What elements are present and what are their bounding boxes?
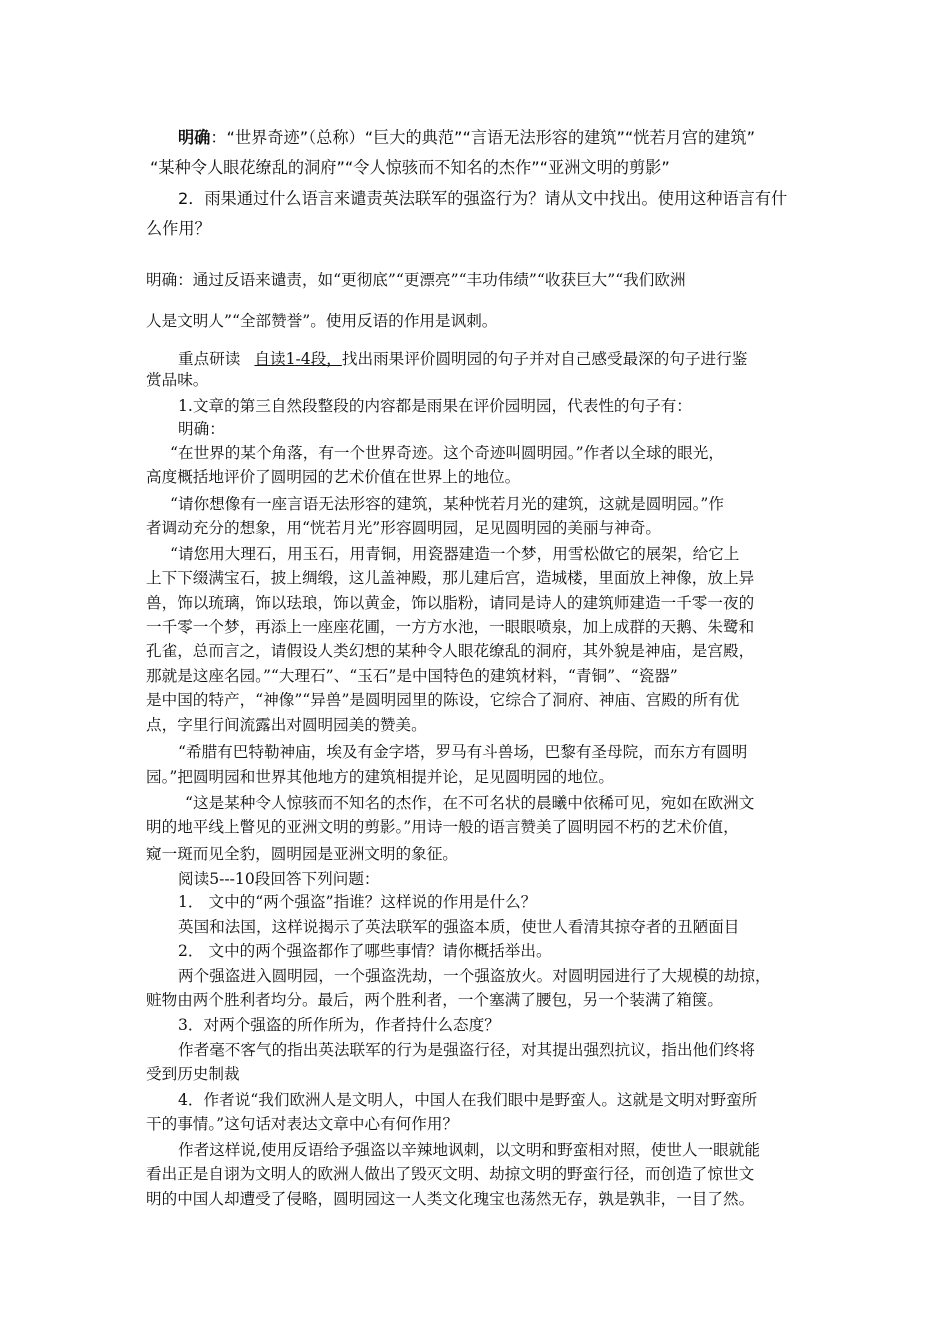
answer-line-2: 人是文明人”“全部赞誉”。使用反语的作用是讽刺。 [146,312,498,330]
body-line: 是中国的特产，“神像”“异兽”是圆明园里的陈设，它综合了洞府、神庙、宫殿的所有优 [146,691,740,709]
body-line: 1.文章的第三自然段整段的内容都是雨果在评价园明园，代表性的句子有： [178,397,692,415]
body-line: 点，字里行间流露出对圆明园美的赞美。 [146,716,427,734]
body-line: 干的事情。”这句话对表达文章中心有何作用？ [146,1115,459,1133]
body-line: “在世界的某个角落，有一个世界奇迹。这个奇迹叫圆明园。”作者以全球的眼光， [170,444,724,462]
body-line: “请你想像有一座言语无法形容的建筑，某种恍若月光的建筑，这就是圆明园。”作 [170,495,724,513]
body-line: 英国和法国，这样说揭示了英法联军的强盗本质，使世人看清其掠夺者的丑陋面目 [178,918,740,936]
body-line: 作者这样说,使用反语给予强盗以辛辣地讽刺，以文明和野蛮相对照，使世人一眼就能 [178,1141,760,1159]
body-line: 1． 文中的“两个强盗”指谁？这样说的作用是什么？ [178,893,537,911]
body-line: 4．作者说“我们欧洲人是文明人，中国人在我们眼中是野蛮人。这就是文明对野蛮所 [178,1091,758,1109]
body-line: “希腊有巴特勒神庙，埃及有金字塔，罗马有斗兽场，巴黎有圣母院，而东方有圆明 [178,743,748,761]
body-line: 园。”把圆明园和世界其他地方的建筑相提并论，足见圆明园的地位。 [146,768,614,786]
question-2-line-1: 2．雨果通过什么语言来谴责英法联军的强盗行为？请从文中找出。使用这种语言有什 [178,189,788,208]
mingque-line [178,128,755,148]
mingque-text: ：“世界奇迹”（总称）“巨大的典范”“言语无法形容的建筑”“恍若月宫的建筑” [210,128,755,147]
mingque-line-2: “某种令人眼花缭乱的洞府”“令人惊骇而不知名的杰作”“亚洲文明的剪影” [150,158,670,177]
body-line: 兽，饰以琉璃，饰以珐琅，饰以黄金，饰以脂粉，请同是诗人的建筑师建造一千零一夜的 [146,594,755,612]
body-line: 一千零一个梦，再添上一座座花圃，一方方水池，一眼眼喷泉，加上成群的天鹅、朱鹭和 [146,618,755,636]
body-line: 两个强盗进入圆明园，一个强盗洗劫，一个强盗放火。对圆明园进行了大规模的劫掠， [178,967,771,985]
question-2-line-2: 么作用？ [146,219,211,238]
focus-reading-line-2: 赏品味。 [146,371,209,389]
body-line: 作者毫不客气的指出英法联军的行为是强盗行径，对其提出强烈抗议，指出他们终将 [178,1041,755,1059]
focus-rest: 找出雨果评价圆明园的句子并对自己感受最深的句子进行鉴 [341,350,748,368]
body-line: 阅读5---10段回答下列问题： [178,870,380,888]
body-line: 明的地平线上瞥见的亚洲文明的剪影。”用诗一般的语言赞美了圆明园不朽的艺术价值， [146,818,739,836]
focus-lead: 重点研读 [178,350,241,368]
body-line: “这是某种令人惊骇而不知名的杰作，在不可名状的晨曦中依稀可见，宛如在欧洲文 [185,794,755,812]
focus-reading-line [178,349,747,369]
body-line: 3．对两个强盗的所作所为，作者持什么态度？ [178,1016,500,1034]
body-line: “请您用大理石，用玉石，用青铜，用瓷器建造一个梦，用雪松做它的展架，给它上 [170,545,740,563]
answer-line-1: 明确：通过反语来谴责，如“更彻底”“更漂亮”“丰功伟绩”“收获巨大”“我们欧洲 [146,271,686,289]
body-line: 看出正是自诩为文明人的欧洲人做出了毁灭文明、劫掠文明的野蛮行径，而创造了惊世文 [146,1165,755,1183]
mingque-label: 明确 [178,128,211,147]
body-line: 孔雀，总而言之，请假设人类幻想的某种令人眼花缭乱的洞府，其外貌是神庙，是宫殿， [146,642,755,660]
body-line: 明的中国人却遭受了侵略，圆明园这一人类文化瑰宝也荡然无存，孰是孰非，一目了然。 [146,1190,755,1208]
body-line: 者调动充分的想象，用“恍若月光”形容圆明园，足见圆明园的美丽与神奇。 [146,519,661,537]
body-line: 高度概括地评价了圆明园的艺术价值在世界上的地位。 [146,468,521,486]
body-line: 受到历史制裁 [146,1065,240,1083]
body-line: 上下下缀满宝石，披上绸缎，这儿盖神殿，那儿建后宫，造城楼，里面放上神像，放上异 [146,569,755,587]
focus-underlined: 自读1-4段， [254,350,342,368]
body-line: 明确： [178,420,225,438]
body-line: 2． 文中的两个强盗都作了哪些事情？请你概括举出。 [178,942,552,960]
body-line: 窥一斑而见全豹，圆明园是亚洲文明的象征。 [146,845,458,863]
body-line: 赃物由两个胜利者均分。最后，两个胜利者，一个塞满了腰包，另一个装满了箱箧。 [146,991,723,1009]
body-line: 那就是这座名园。”“大理石”、“玉石”是中国特色的建筑材料，“青铜”、“瓷器” [146,667,678,685]
